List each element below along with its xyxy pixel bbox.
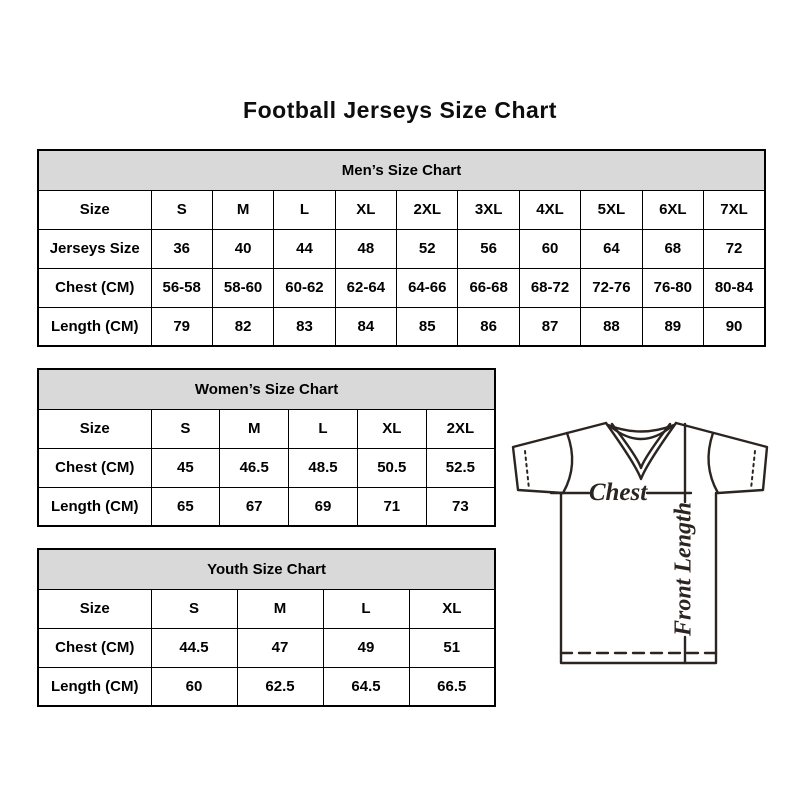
column-header: M (212, 190, 273, 229)
column-header: 2XL (426, 409, 495, 448)
jersey-left-seam (563, 433, 572, 493)
womens-table-title: Women’s Size Chart (38, 369, 495, 409)
size-value-cell: 60 (151, 667, 237, 706)
size-value-cell: 49 (323, 628, 409, 667)
size-value-cell: 72-76 (581, 268, 642, 307)
column-header: Size (38, 589, 151, 628)
row-label: Chest (CM) (38, 268, 151, 307)
size-value-cell: 62-64 (335, 268, 396, 307)
youth-size-table (37, 548, 496, 707)
size-value-cell: 66.5 (409, 667, 495, 706)
size-value-cell: 48 (335, 229, 396, 268)
womens-size-table (37, 368, 496, 527)
column-header: L (289, 409, 358, 448)
size-value-cell: 44 (274, 229, 335, 268)
table-row (38, 549, 495, 589)
size-value-cell: 84 (335, 307, 396, 346)
column-header: S (151, 409, 220, 448)
jersey-right-seam (709, 433, 718, 493)
table-row (38, 409, 495, 448)
size-value-cell: 51 (409, 628, 495, 667)
table-row (38, 268, 765, 307)
column-header: 3XL (458, 190, 519, 229)
size-value-cell: 60-62 (274, 268, 335, 307)
size-value-cell: 65 (151, 487, 220, 526)
table-row (38, 589, 495, 628)
row-label: Length (CM) (38, 667, 151, 706)
size-value-cell: 56 (458, 229, 519, 268)
size-value-cell: 36 (151, 229, 212, 268)
table-row (38, 150, 765, 190)
size-value-cell: 64-66 (397, 268, 458, 307)
mens-table-title: Men’s Size Chart (38, 150, 765, 190)
column-header: L (323, 589, 409, 628)
size-value-cell: 50.5 (357, 448, 426, 487)
size-value-cell: 45 (151, 448, 220, 487)
row-label: Length (CM) (38, 487, 151, 526)
size-value-cell: 58-60 (212, 268, 273, 307)
size-value-cell: 48.5 (289, 448, 358, 487)
size-value-cell: 90 (704, 307, 766, 346)
mens-size-table (37, 149, 766, 347)
column-header: 6XL (642, 190, 703, 229)
table-row (38, 448, 495, 487)
size-value-cell: 52.5 (426, 448, 495, 487)
column-header: 4XL (519, 190, 580, 229)
size-value-cell: 67 (220, 487, 289, 526)
size-value-cell: 89 (642, 307, 703, 346)
row-label: Jerseys Size (38, 229, 151, 268)
size-value-cell: 62.5 (237, 667, 323, 706)
column-header: M (237, 589, 323, 628)
size-value-cell: 44.5 (151, 628, 237, 667)
size-value-cell: 64.5 (323, 667, 409, 706)
size-value-cell: 87 (519, 307, 580, 346)
jersey-left-cuff-stitch (525, 451, 529, 489)
table-row (38, 307, 765, 346)
size-value-cell: 60 (519, 229, 580, 268)
size-value-cell: 66-68 (458, 268, 519, 307)
size-value-cell: 64 (581, 229, 642, 268)
size-value-cell: 56-58 (151, 268, 212, 307)
row-label: Chest (CM) (38, 448, 151, 487)
size-value-cell: 86 (458, 307, 519, 346)
size-value-cell: 82 (212, 307, 273, 346)
youth-table-title: Youth Size Chart (38, 549, 495, 589)
table-row (38, 369, 495, 409)
column-header: Size (38, 190, 151, 229)
size-value-cell: 73 (426, 487, 495, 526)
size-value-cell: 80-84 (704, 268, 766, 307)
size-value-cell: 40 (212, 229, 273, 268)
size-value-cell: 72 (704, 229, 766, 268)
jersey-measurement-diagram (503, 403, 783, 678)
chest-label: Chest (588, 479, 648, 506)
size-value-cell: 68 (642, 229, 703, 268)
column-header: M (220, 409, 289, 448)
column-header: S (151, 589, 237, 628)
size-value-cell: 46.5 (220, 448, 289, 487)
column-header: 2XL (397, 190, 458, 229)
size-value-cell: 85 (397, 307, 458, 346)
jersey-right-cuff-stitch (751, 451, 755, 489)
size-value-cell: 68-72 (519, 268, 580, 307)
column-header: XL (357, 409, 426, 448)
row-label: Chest (CM) (38, 628, 151, 667)
column-header: XL (335, 190, 396, 229)
size-value-cell: 88 (581, 307, 642, 346)
table-row (38, 487, 495, 526)
column-header: XL (409, 589, 495, 628)
size-value-cell: 83 (274, 307, 335, 346)
table-row (38, 628, 495, 667)
size-value-cell: 71 (357, 487, 426, 526)
table-row (38, 229, 765, 268)
table-row (38, 190, 765, 229)
column-header: 7XL (704, 190, 766, 229)
row-label: Length (CM) (38, 307, 151, 346)
size-value-cell: 52 (397, 229, 458, 268)
page-title: Football Jerseys Size Chart (243, 97, 557, 123)
size-value-cell: 69 (289, 487, 358, 526)
size-value-cell: 79 (151, 307, 212, 346)
size-value-cell: 47 (237, 628, 323, 667)
column-header: Size (38, 409, 151, 448)
table-row (38, 667, 495, 706)
column-header: 5XL (581, 190, 642, 229)
size-value-cell: 76-80 (642, 268, 703, 307)
column-header: L (274, 190, 335, 229)
front-length-label: Front Length (670, 501, 697, 637)
column-header: S (151, 190, 212, 229)
